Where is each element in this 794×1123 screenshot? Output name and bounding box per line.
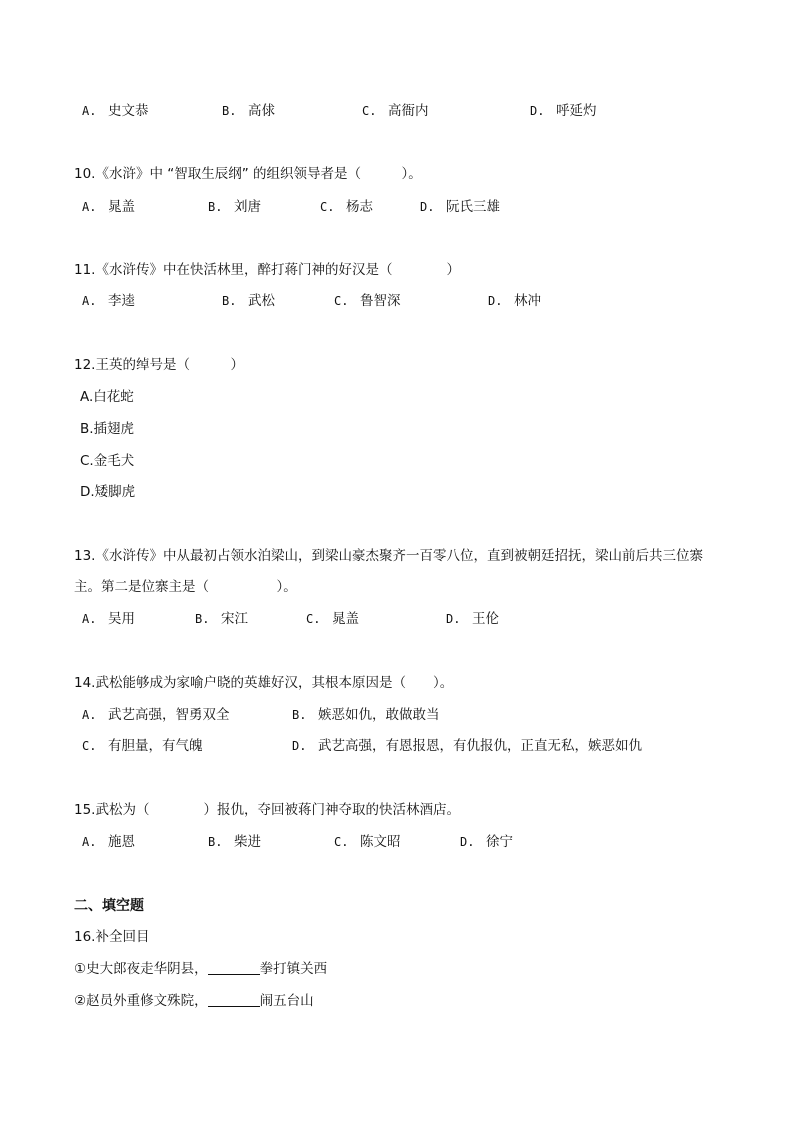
q11-option-b-text: 武松 xyxy=(248,293,275,309)
q13-stem-line2: 主。第二是位寨主是（ ）。 xyxy=(74,579,297,595)
section-title-fill-in: 二、填空题 xyxy=(74,898,144,914)
q10-option-d-letter: D. xyxy=(420,200,435,214)
q14-option-c-letter: C. xyxy=(82,739,97,753)
q15-option-d-text: 徐宁 xyxy=(486,834,513,850)
q15-option-b-text: 柴进 xyxy=(234,834,261,850)
q9-option-a-letter: A. xyxy=(82,104,97,118)
q9-option-d-text: 呼延灼 xyxy=(556,103,597,119)
q13-stem-line1: 13.《水浒传》中从最初占领水泊梁山，到梁山豪杰聚齐一百零八位，直到被朝廷招抚，梁山前后共三位寨 xyxy=(74,548,703,564)
q15-option-c-letter: C. xyxy=(334,835,349,849)
q16-stem: 16.补全回目 xyxy=(74,929,150,945)
q10-stem: 10.《水浒》中 “智取生辰纲” 的组织领导者是（ ）。 xyxy=(74,166,422,182)
q13-option-b-text: 宋江 xyxy=(221,611,248,627)
q13-option-c-text: 晁盖 xyxy=(332,611,359,627)
q12-option-c: C.金毛犬 xyxy=(80,453,135,469)
q11-option-d-letter: D. xyxy=(488,294,503,308)
q10-option-d-text: 阮氏三雄 xyxy=(446,199,500,215)
q11-option-b-letter: B. xyxy=(222,294,237,308)
q13-option-a-text: 吴用 xyxy=(108,611,135,627)
q11-option-c-letter: C. xyxy=(334,294,349,308)
q12-option-d: D.矮脚虎 xyxy=(80,484,136,500)
q16-line2 xyxy=(74,991,314,1011)
q14-option-b-text: 嫉恶如仇，敢做敢当 xyxy=(318,707,440,723)
q9-option-c-letter: C. xyxy=(362,104,377,118)
q16-line2-prefix: ②赵员外重修文殊院， xyxy=(74,993,208,1009)
q14-option-d-text: 武艺高强，有恩报恩，有仇报仇，正直无私，嫉恶如仇 xyxy=(318,738,642,754)
q11-stem: 11.《水浒传》中在快活林里，醉打蒋门神的好汉是（ ） xyxy=(74,262,460,278)
q9-option-b-text: 高俅 xyxy=(248,103,275,119)
q14-option-a-letter: A. xyxy=(82,708,97,722)
q13-option-d-letter: D. xyxy=(446,612,461,626)
q13-option-b-letter: B. xyxy=(195,612,210,626)
q11-option-a-letter: A. xyxy=(82,294,97,308)
q15-option-a-text: 施恩 xyxy=(108,834,135,850)
q16-line2-suffix: 闹五台山 xyxy=(259,993,314,1009)
q9-option-b-letter: B. xyxy=(222,104,237,118)
q12-stem: 12.王英的绰号是（ ） xyxy=(74,357,244,373)
q15-option-d-letter: D. xyxy=(460,835,475,849)
q14-option-b-letter: B. xyxy=(292,708,307,722)
q16-blank-2[interactable] xyxy=(208,992,260,1007)
q10-option-b-text: 刘唐 xyxy=(234,199,261,215)
q13-option-c-letter: C. xyxy=(306,612,321,626)
q10-option-a-letter: A. xyxy=(82,200,97,214)
q11-option-a-text: 李逵 xyxy=(108,293,135,309)
q16-line1 xyxy=(74,959,327,979)
q15-option-c-text: 陈文昭 xyxy=(360,834,401,850)
q14-stem: 14.武松能够成为家喻户晓的英雄好汉，其根本原因是（ ）。 xyxy=(74,675,454,691)
q12-option-a: A.白花蛇 xyxy=(80,389,134,405)
q12-option-b: B.插翅虎 xyxy=(80,421,135,437)
q15-option-a-letter: A. xyxy=(82,835,97,849)
q10-option-b-letter: B. xyxy=(208,200,223,214)
q11-option-c-text: 鲁智深 xyxy=(360,293,401,309)
q16-line1-suffix: 拳打镇关西 xyxy=(259,961,328,977)
q14-option-c-text: 有胆量，有气魄 xyxy=(108,738,203,754)
q16-blank-1[interactable] xyxy=(208,960,260,975)
q16-line1-prefix: ①史大郎夜走华阴县， xyxy=(74,961,208,977)
q10-option-c-letter: C. xyxy=(320,200,335,214)
q10-option-c-text: 杨志 xyxy=(346,199,373,215)
q14-option-a-text: 武艺高强，智勇双全 xyxy=(108,707,230,723)
q9-option-d-letter: D. xyxy=(530,104,545,118)
q9-option-c-text: 高衙内 xyxy=(388,103,429,119)
q13-option-d-text: 王伦 xyxy=(472,611,499,627)
q15-option-b-letter: B. xyxy=(208,835,223,849)
q9-option-a-text: 史文恭 xyxy=(108,103,149,119)
q15-stem: 15.武松为（ ）报仇，夺回被蒋门神夺取的快活林酒店。 xyxy=(74,802,460,818)
q11-option-d-text: 林冲 xyxy=(514,293,541,309)
q14-option-d-letter: D. xyxy=(292,739,307,753)
q13-option-a-letter: A. xyxy=(82,612,97,626)
q10-option-a-text: 晁盖 xyxy=(108,199,135,215)
